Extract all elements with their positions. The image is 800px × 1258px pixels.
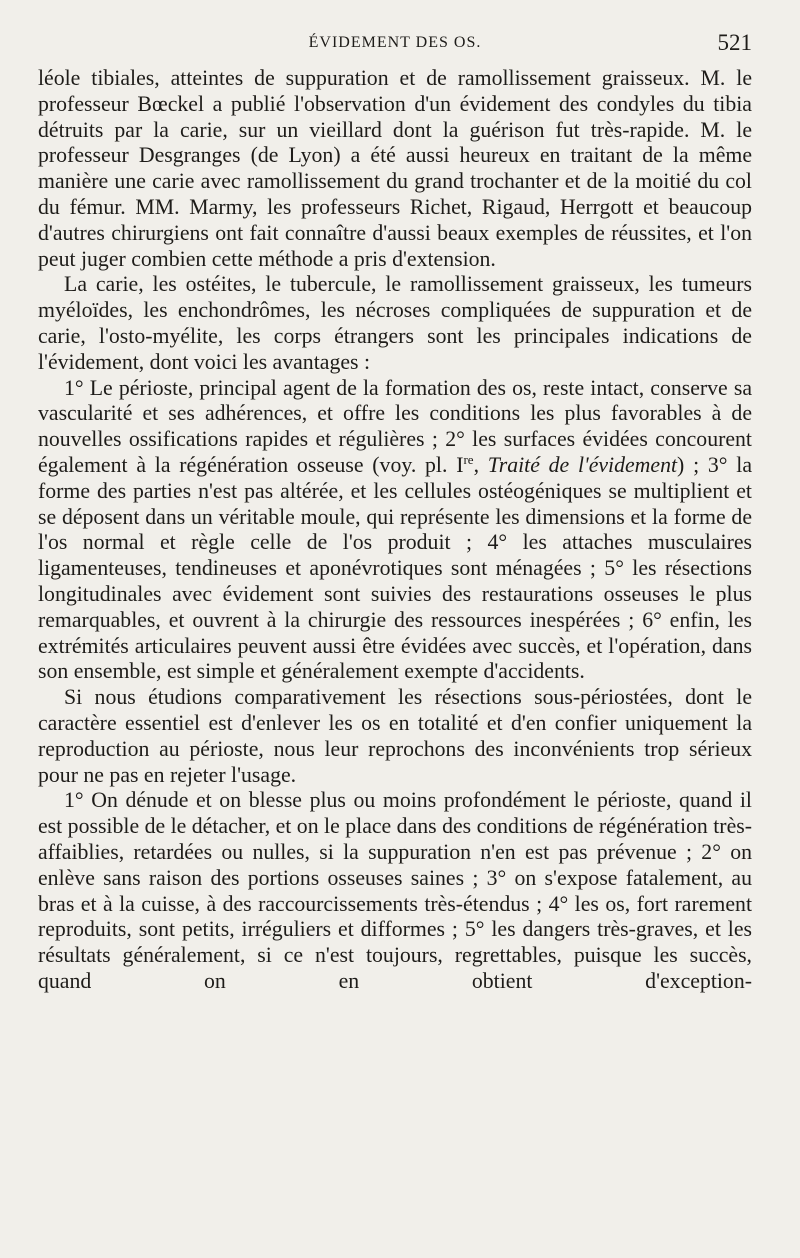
paragraph-continuation: léole tibiales, atteintes de suppuration et de ramollissement graisseux. M. le professeur Bœckel a publié l'observation d'un évidement des condyles du tibia détruits par la carie, sur un vieillard dont la guérison fut très-rapide. M. le professeur Desgranges (de Lyon) a été aussi heureux en traitant de la même manière une carie avec ramollissement du grand trochanter et de la moitié du col du fémur. MM. Marmy, les professeurs Richet, Rigaud, Herrgott et beaucoup d'autres chirurgiens ont fait connaître d'aussi beaux exemples de réussites, et l'on peut juger combien cette méthode a pris d'extension. <box>38 66 752 271</box>
plate-superscript: re <box>463 451 474 467</box>
body-text <box>38 66 752 995</box>
paragraph-advantages <box>38 376 752 686</box>
advantages-text-mid: , <box>473 452 488 477</box>
paragraph-indications: La carie, les ostéites, le tubercule, le ramollissement graisseux, les tumeurs myéloïdes, les enchondrômes, les nécroses compliquées de suppuration et de carie, l'osto-myélite, les corps étrangers sont les principales indications de l'évidement, dont voici les avantages : <box>38 272 752 374</box>
running-title: ÉVIDEMENT DES OS. <box>308 34 482 51</box>
page-number: 521 <box>717 30 752 55</box>
advantages-text-end: ) ; 3° la forme des parties n'est pas altérée, et les cellules ostéogéniques se multiplient et se déposent dans un véritable moule, qui représente les dimensions et la forme de l'os normal et règle celle de l'os produit ; 4° les attaches musculaires ligamenteuses, tendineuses et aponévrotiques sont ménagées ; 5° les résections longitudinales avec évidement sont suivies des restaurations osseuses le plus remarquables, et ouvrent à la chirurgie des ressources inespérées ; 6° enfin, les extrémités articulaires peuvent aussi être évidées avec succès, et l'opération, dans son ensemble, est simple et généralement exempte d'accidents. <box>38 452 752 684</box>
paragraph-comparison: Si nous étudions comparativement les résections sous-périostées, dont le caractère essentiel est d'enlever les os en totalité et d'en confier uniquement la reproduction au périoste, nous leur reprochons des inconvénients trop sérieux pour ne pas en rejeter l'usage. <box>38 685 752 787</box>
advantages-text-start: 1° Le périoste, principal agent de la formation des os, reste intact, conserve sa vascularité et ses adhérences, et offre les conditions les plus favorables à de nouvelles ossifications rapides et régulières ; 2° les surfaces évidées concourent également à la régénération osseuse (voy. pl. I <box>38 375 752 477</box>
page-header <box>38 30 752 62</box>
book-title-italic: Traité de l'évidement <box>487 452 678 477</box>
paragraph-drawbacks: 1° On dénude et on blesse plus ou moins profondément le périoste, quand il est possible de le détacher, et on le place dans des conditions de régénération très-affaiblies, retardées ou nulles, si la suppuration n'en est pas prévenue ; 2° on enlève sans raison des portions osseuses saines ; 3° on s'expose fatalement, au bras et à la cuisse, à des raccourcissements très-étendus ; 4° les os, fort rarement reproduits, sont petits, irréguliers et difformes ; 5° les dangers très-graves, et les résultats généralement, si ce n'est toujours, regrettables, puisque les succès, quand on en obtient d'exception- <box>38 788 752 993</box>
